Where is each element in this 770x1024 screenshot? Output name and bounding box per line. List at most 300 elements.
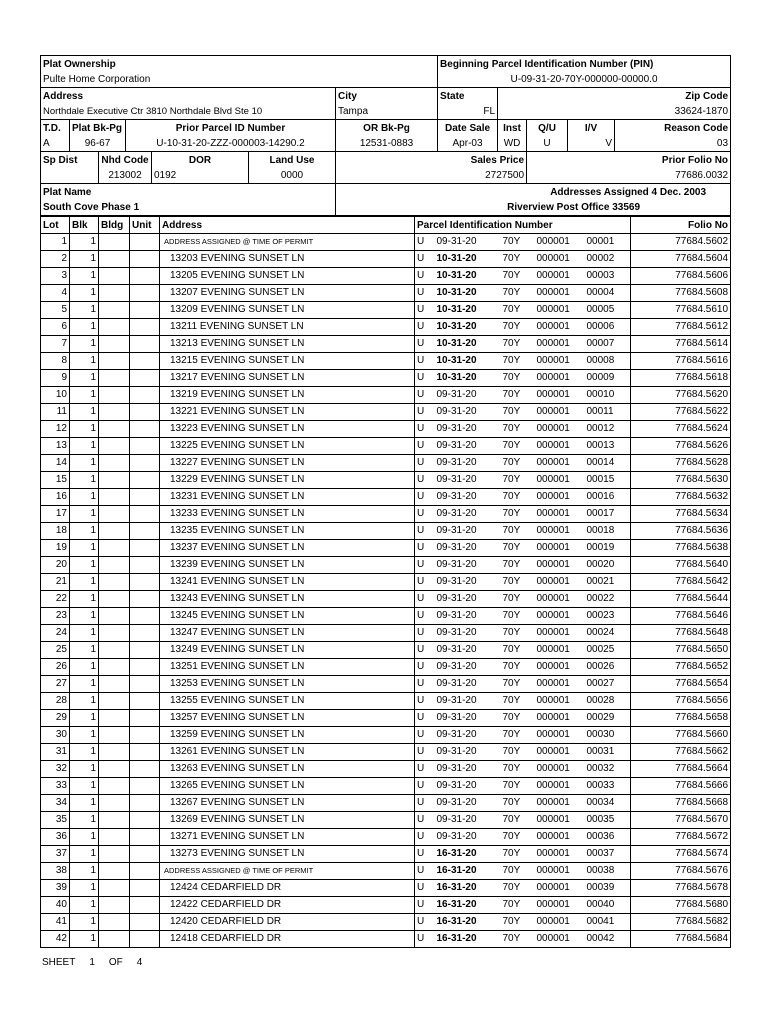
lot-cell: 29 xyxy=(41,710,70,727)
address-cell: 13267 EVENING SUNSET LN xyxy=(160,795,415,812)
pin-block-cell: 000001 xyxy=(535,506,585,523)
table-row xyxy=(41,642,731,659)
bldg-cell xyxy=(99,336,130,353)
blk-cell: 1 xyxy=(70,506,99,523)
pin-block-cell: 000001 xyxy=(535,608,585,625)
blk-cell: 1 xyxy=(70,625,99,642)
folio-cell: 77684.5612 xyxy=(631,319,731,336)
pin-lot-cell: 00004 xyxy=(585,285,631,302)
pin-prefix-cell: U xyxy=(415,591,435,608)
folio-cell: 77684.5674 xyxy=(631,846,731,863)
address-cell: 13237 EVENING SUNSET LN xyxy=(160,540,415,557)
prior-parcel-value: U-10-31-20-ZZZ-000003-14290.2 xyxy=(126,136,336,152)
address-cell: 13217 EVENING SUNSET LN xyxy=(160,370,415,387)
pin-prefix-cell: U xyxy=(415,812,435,829)
bldg-cell xyxy=(99,387,130,404)
pin-section-cell: 10-31-20 xyxy=(435,353,501,370)
pin-prefix-cell: U xyxy=(415,795,435,812)
lots-table xyxy=(40,216,731,948)
pin-subdivision-cell: 70Y xyxy=(501,693,535,710)
lot-cell: 18 xyxy=(41,523,70,540)
folio-cell: 77684.5628 xyxy=(631,455,731,472)
table-row xyxy=(41,625,731,642)
pin-prefix-cell: U xyxy=(415,268,435,285)
address-cell: 13221 EVENING SUNSET LN xyxy=(160,404,415,421)
address-cell: 13225 EVENING SUNSET LN xyxy=(160,438,415,455)
land-use-label: Land Use xyxy=(249,152,336,169)
lot-cell: 4 xyxy=(41,285,70,302)
pin-subdivision-cell: 70Y xyxy=(501,659,535,676)
bldg-cell xyxy=(99,863,130,880)
unit-cell xyxy=(130,234,160,251)
folio-cell: 77684.5658 xyxy=(631,710,731,727)
table-row xyxy=(41,608,731,625)
prior-parcel-label: Prior Parcel ID Number xyxy=(126,120,336,137)
lot-cell: 11 xyxy=(41,404,70,421)
pin-block-cell: 000001 xyxy=(535,268,585,285)
folio-cell: 77684.5604 xyxy=(631,251,731,268)
lot-cell: 40 xyxy=(41,897,70,914)
table-row xyxy=(41,557,731,574)
table-row xyxy=(41,676,731,693)
iv-value: V xyxy=(568,136,615,152)
bldg-cell xyxy=(99,438,130,455)
pin-block-cell: 000001 xyxy=(535,421,585,438)
zip-code-label: Zip Code xyxy=(498,88,731,105)
blk-cell: 1 xyxy=(70,829,99,846)
unit-cell xyxy=(130,676,160,693)
address-cell: 13227 EVENING SUNSET LN xyxy=(160,455,415,472)
blk-cell: 1 xyxy=(70,795,99,812)
pin-section-cell: 09-31-20 xyxy=(435,404,501,421)
pin-block-cell: 000001 xyxy=(535,540,585,557)
pin-section-cell: 16-31-20 xyxy=(435,914,501,931)
folio-cell: 77684.5672 xyxy=(631,829,731,846)
blk-cell: 1 xyxy=(70,676,99,693)
pin-subdivision-cell: 70Y xyxy=(501,897,535,914)
table-row xyxy=(41,285,731,302)
blk-cell: 1 xyxy=(70,336,99,353)
address-cell: 13215 EVENING SUNSET LN xyxy=(160,353,415,370)
address-cell: 13233 EVENING SUNSET LN xyxy=(160,506,415,523)
pin-section-cell: 09-31-20 xyxy=(435,234,501,251)
pin-lot-cell: 00042 xyxy=(585,931,631,948)
address-cell: 13263 EVENING SUNSET LN xyxy=(160,761,415,778)
lot-cell: 26 xyxy=(41,659,70,676)
bldg-cell xyxy=(99,353,130,370)
pin-prefix-cell: U xyxy=(415,574,435,591)
pin-block-cell: 000001 xyxy=(535,591,585,608)
folio-cell: 77684.5634 xyxy=(631,506,731,523)
plat-bkpg-value: 96-67 xyxy=(70,136,126,152)
table-row xyxy=(41,931,731,948)
pin-prefix-cell: U xyxy=(415,404,435,421)
plat-ownership-value: Pulte Home Corporation xyxy=(41,72,438,88)
pin-prefix-cell: U xyxy=(415,336,435,353)
folio-cell: 77684.5654 xyxy=(631,676,731,693)
pin-section-cell: 09-31-20 xyxy=(435,540,501,557)
pin-section-cell: 10-31-20 xyxy=(435,302,501,319)
address-cell: 13213 EVENING SUNSET LN xyxy=(160,336,415,353)
address-cell: 13253 EVENING SUNSET LN xyxy=(160,676,415,693)
pin-prefix-cell: U xyxy=(415,506,435,523)
address-cell: 13239 EVENING SUNSET LN xyxy=(160,557,415,574)
blk-cell: 1 xyxy=(70,574,99,591)
pin-block-cell: 000001 xyxy=(535,693,585,710)
pin-block-cell: 000001 xyxy=(535,489,585,506)
pin-section-cell: 09-31-20 xyxy=(435,557,501,574)
pin-prefix-cell: U xyxy=(415,234,435,251)
blk-cell: 1 xyxy=(70,438,99,455)
pin-block-cell: 000001 xyxy=(535,659,585,676)
blk-cell: 1 xyxy=(70,472,99,489)
pin-block-cell: 000001 xyxy=(535,795,585,812)
pin-lot-cell: 00019 xyxy=(585,540,631,557)
lot-cell: 15 xyxy=(41,472,70,489)
blk-cell: 1 xyxy=(70,897,99,914)
address-cell: ADDRESS ASSIGNED @ TIME OF PERMIT xyxy=(160,234,415,251)
pin-subdivision-cell: 70Y xyxy=(501,421,535,438)
blk-cell: 1 xyxy=(70,693,99,710)
pin-subdivision-cell: 70Y xyxy=(501,302,535,319)
bldg-cell xyxy=(99,285,130,302)
blk-cell: 1 xyxy=(70,285,99,302)
folio-cell: 77684.5602 xyxy=(631,234,731,251)
table-row xyxy=(41,404,731,421)
pin-section-cell: 10-31-20 xyxy=(435,285,501,302)
pin-section-cell: 09-31-20 xyxy=(435,710,501,727)
bldg-cell xyxy=(99,931,130,948)
pin-block-cell: 000001 xyxy=(535,846,585,863)
qu-value: U xyxy=(527,136,568,152)
folio-cell: 77684.5636 xyxy=(631,523,731,540)
prior-folio-label: Prior Folio No xyxy=(527,152,731,169)
pin-section-cell: 09-31-20 xyxy=(435,744,501,761)
blk-cell: 1 xyxy=(70,319,99,336)
state-value: FL xyxy=(438,104,498,120)
pin-lot-cell: 00007 xyxy=(585,336,631,353)
address-cell: 13245 EVENING SUNSET LN xyxy=(160,608,415,625)
pin-subdivision-cell: 70Y xyxy=(501,404,535,421)
pin-lot-cell: 00012 xyxy=(585,421,631,438)
lot-cell: 19 xyxy=(41,540,70,557)
pin-lot-cell: 00033 xyxy=(585,778,631,795)
address-cell: ADDRESS ASSIGNED @ TIME OF PERMIT xyxy=(160,863,415,880)
bldg-cell xyxy=(99,659,130,676)
folio-cell: 77684.5622 xyxy=(631,404,731,421)
bldg-cell xyxy=(99,744,130,761)
pin-prefix-cell: U xyxy=(415,438,435,455)
unit-cell xyxy=(130,302,160,319)
address-label: Address xyxy=(41,88,336,105)
sp-dist-label: Sp Dist xyxy=(41,152,99,169)
unit-cell xyxy=(130,489,160,506)
pin-section-cell: 09-31-20 xyxy=(435,795,501,812)
pin-prefix-cell: U xyxy=(415,608,435,625)
pin-section-cell: 09-31-20 xyxy=(435,591,501,608)
of-label: OF xyxy=(108,957,123,968)
pin-block-cell: 000001 xyxy=(535,744,585,761)
blk-cell: 1 xyxy=(70,608,99,625)
pin-block-cell: 000001 xyxy=(535,336,585,353)
folio-cell: 77684.5618 xyxy=(631,370,731,387)
or-bkpg-label: OR Bk-Pg xyxy=(336,120,438,137)
lot-cell: 37 xyxy=(41,846,70,863)
pin-section-cell: 10-31-20 xyxy=(435,268,501,285)
pin-subdivision-cell: 70Y xyxy=(501,778,535,795)
unit-cell xyxy=(130,387,160,404)
unit-cell xyxy=(130,523,160,540)
pin-subdivision-cell: 70Y xyxy=(501,438,535,455)
address-cell: 13223 EVENING SUNSET LN xyxy=(160,421,415,438)
td-label: T.D. xyxy=(41,120,70,137)
lot-cell: 41 xyxy=(41,914,70,931)
table-row xyxy=(41,506,731,523)
pin-section-cell: 09-31-20 xyxy=(435,472,501,489)
address-cell: 13259 EVENING SUNSET LN xyxy=(160,727,415,744)
pin-block-cell: 000001 xyxy=(535,438,585,455)
pin-prefix-cell: U xyxy=(415,829,435,846)
bldg-cell xyxy=(99,676,130,693)
pin-block-cell: 000001 xyxy=(535,404,585,421)
pin-prefix-cell: U xyxy=(415,710,435,727)
pin-lot-cell: 00034 xyxy=(585,795,631,812)
pin-section-cell: 09-31-20 xyxy=(435,812,501,829)
pin-section-cell: 09-31-20 xyxy=(435,642,501,659)
blk-cell: 1 xyxy=(70,744,99,761)
lot-cell: 23 xyxy=(41,608,70,625)
folio-cell: 77684.5650 xyxy=(631,642,731,659)
col-bldg: Bldg xyxy=(99,217,130,234)
address-cell: 13207 EVENING SUNSET LN xyxy=(160,285,415,302)
pin-block-cell: 000001 xyxy=(535,642,585,659)
pin-lot-cell: 00027 xyxy=(585,676,631,693)
bldg-cell xyxy=(99,625,130,642)
pin-section-cell: 09-31-20 xyxy=(435,625,501,642)
pin-prefix-cell: U xyxy=(415,370,435,387)
pin-section-cell: 09-31-20 xyxy=(435,727,501,744)
pin-lot-cell: 00017 xyxy=(585,506,631,523)
address-cell: 13251 EVENING SUNSET LN xyxy=(160,659,415,676)
pin-block-cell: 000001 xyxy=(535,472,585,489)
pin-subdivision-cell: 70Y xyxy=(501,523,535,540)
lot-cell: 25 xyxy=(41,642,70,659)
pin-subdivision-cell: 70Y xyxy=(501,880,535,897)
pin-subdivision-cell: 70Y xyxy=(501,455,535,472)
pin-subdivision-cell: 70Y xyxy=(501,285,535,302)
lot-cell: 1 xyxy=(41,234,70,251)
address-cell: 12418 CEDARFIELD DR xyxy=(160,931,415,948)
pin-subdivision-cell: 70Y xyxy=(501,863,535,880)
unit-cell xyxy=(130,863,160,880)
date-sale-value: Apr-03 xyxy=(438,136,498,152)
lot-cell: 20 xyxy=(41,557,70,574)
bldg-cell xyxy=(99,557,130,574)
bldg-cell xyxy=(99,489,130,506)
blk-cell: 1 xyxy=(70,642,99,659)
pin-subdivision-cell: 70Y xyxy=(501,710,535,727)
zip-code-value: 33624-1870 xyxy=(498,104,731,120)
address-cell: 13235 EVENING SUNSET LN xyxy=(160,523,415,540)
table-row xyxy=(41,268,731,285)
lot-cell: 28 xyxy=(41,693,70,710)
folio-cell: 77684.5630 xyxy=(631,472,731,489)
address-cell: 13271 EVENING SUNSET LN xyxy=(160,829,415,846)
pin-section-cell: 09-31-20 xyxy=(435,438,501,455)
pin-lot-cell: 00035 xyxy=(585,812,631,829)
pin-prefix-cell: U xyxy=(415,914,435,931)
address-cell: 13273 EVENING SUNSET LN xyxy=(160,846,415,863)
lot-cell: 27 xyxy=(41,676,70,693)
pin-lot-cell: 00036 xyxy=(585,829,631,846)
unit-cell xyxy=(130,472,160,489)
pin-section-cell: 10-31-20 xyxy=(435,370,501,387)
pin-prefix-cell: U xyxy=(415,455,435,472)
pin-block-cell: 000001 xyxy=(535,234,585,251)
blk-cell: 1 xyxy=(70,251,99,268)
pin-section-cell: 09-31-20 xyxy=(435,489,501,506)
blk-cell: 1 xyxy=(70,591,99,608)
pin-subdivision-cell: 70Y xyxy=(501,472,535,489)
pin-block-cell: 000001 xyxy=(535,761,585,778)
unit-cell xyxy=(130,506,160,523)
pin-prefix-cell: U xyxy=(415,285,435,302)
iv-label: I/V xyxy=(568,120,615,137)
folio-cell: 77684.5680 xyxy=(631,897,731,914)
table-row xyxy=(41,472,731,489)
bldg-cell xyxy=(99,778,130,795)
table-row xyxy=(41,863,731,880)
table-row xyxy=(41,812,731,829)
folio-cell: 77684.5614 xyxy=(631,336,731,353)
table-row xyxy=(41,234,731,251)
pin-prefix-cell: U xyxy=(415,625,435,642)
pin-block-cell: 000001 xyxy=(535,778,585,795)
unit-cell xyxy=(130,540,160,557)
pin-subdivision-cell: 70Y xyxy=(501,591,535,608)
table-row xyxy=(41,421,731,438)
blk-cell: 1 xyxy=(70,234,99,251)
pin-block-cell: 000001 xyxy=(535,353,585,370)
pin-lot-cell: 00005 xyxy=(585,302,631,319)
dor-label: DOR xyxy=(152,152,249,169)
bldg-cell xyxy=(99,251,130,268)
pin-section-cell: 16-31-20 xyxy=(435,897,501,914)
pin-section-cell: 09-31-20 xyxy=(435,455,501,472)
lot-cell: 42 xyxy=(41,931,70,948)
blk-cell: 1 xyxy=(70,846,99,863)
unit-cell xyxy=(130,761,160,778)
pin-prefix-cell: U xyxy=(415,523,435,540)
lot-cell: 8 xyxy=(41,353,70,370)
address-cell: 13205 EVENING SUNSET LN xyxy=(160,268,415,285)
pin-prefix-cell: U xyxy=(415,387,435,404)
plat-ownership-label: Plat Ownership xyxy=(41,56,438,73)
unit-cell xyxy=(130,557,160,574)
table-row xyxy=(41,693,731,710)
address-cell: 13241 EVENING SUNSET LN xyxy=(160,574,415,591)
table-row xyxy=(41,353,731,370)
lot-cell: 34 xyxy=(41,795,70,812)
lot-cell: 2 xyxy=(41,251,70,268)
pin-block-cell: 000001 xyxy=(535,676,585,693)
pin-subdivision-cell: 70Y xyxy=(501,676,535,693)
lot-cell: 39 xyxy=(41,880,70,897)
pin-lot-cell: 00032 xyxy=(585,761,631,778)
table-row xyxy=(41,540,731,557)
pin-subdivision-cell: 70Y xyxy=(501,846,535,863)
post-office-note: Riverview Post Office 33569 xyxy=(336,200,731,216)
reason-code-label: Reason Code xyxy=(615,120,731,137)
folio-cell: 77684.5638 xyxy=(631,540,731,557)
unit-cell xyxy=(130,438,160,455)
pin-lot-cell: 00001 xyxy=(585,234,631,251)
table-row xyxy=(41,659,731,676)
pin-subdivision-cell: 70Y xyxy=(501,370,535,387)
pin-block-cell: 000001 xyxy=(535,285,585,302)
header-table xyxy=(40,55,731,216)
unit-cell xyxy=(130,404,160,421)
pin-section-cell: 09-31-20 xyxy=(435,761,501,778)
folio-cell: 77684.5616 xyxy=(631,353,731,370)
lot-cell: 13 xyxy=(41,438,70,455)
pin-prefix-cell: U xyxy=(415,557,435,574)
unit-cell xyxy=(130,319,160,336)
nhd-code-label: Nhd Code xyxy=(99,152,152,169)
unit-cell xyxy=(130,744,160,761)
folio-cell: 77684.5640 xyxy=(631,557,731,574)
folio-cell: 77684.5676 xyxy=(631,863,731,880)
sheet-total: 4 xyxy=(136,957,143,968)
td-value: A xyxy=(41,136,70,152)
pin-prefix-cell: U xyxy=(415,302,435,319)
bldg-cell xyxy=(99,829,130,846)
inst-label: Inst xyxy=(498,120,527,137)
folio-cell: 77684.5624 xyxy=(631,421,731,438)
sales-price-label: Sales Price xyxy=(336,152,527,169)
address-cell: 13249 EVENING SUNSET LN xyxy=(160,642,415,659)
table-row xyxy=(41,523,731,540)
pin-section-cell: 09-31-20 xyxy=(435,693,501,710)
unit-cell xyxy=(130,659,160,676)
folio-cell: 77684.5668 xyxy=(631,795,731,812)
pin-prefix-cell: U xyxy=(415,778,435,795)
pin-block-cell: 000001 xyxy=(535,319,585,336)
table-row xyxy=(41,897,731,914)
address-cell: 13211 EVENING SUNSET LN xyxy=(160,319,415,336)
blk-cell: 1 xyxy=(70,659,99,676)
table-row xyxy=(41,455,731,472)
folio-cell: 77684.5642 xyxy=(631,574,731,591)
nhd-code-value: 213002 xyxy=(99,168,152,184)
pin-lot-cell: 00016 xyxy=(585,489,631,506)
table-row xyxy=(41,574,731,591)
unit-cell xyxy=(130,914,160,931)
pin-block-cell: 000001 xyxy=(535,557,585,574)
lot-cell: 30 xyxy=(41,727,70,744)
unit-cell xyxy=(130,642,160,659)
pin-prefix-cell: U xyxy=(415,863,435,880)
lot-cell: 9 xyxy=(41,370,70,387)
pin-subdivision-cell: 70Y xyxy=(501,336,535,353)
bldg-cell xyxy=(99,506,130,523)
pin-block-cell: 000001 xyxy=(535,931,585,948)
pin-block-cell: 000001 xyxy=(535,829,585,846)
folio-cell: 77684.5620 xyxy=(631,387,731,404)
blk-cell: 1 xyxy=(70,489,99,506)
unit-cell xyxy=(130,591,160,608)
blk-cell: 1 xyxy=(70,778,99,795)
